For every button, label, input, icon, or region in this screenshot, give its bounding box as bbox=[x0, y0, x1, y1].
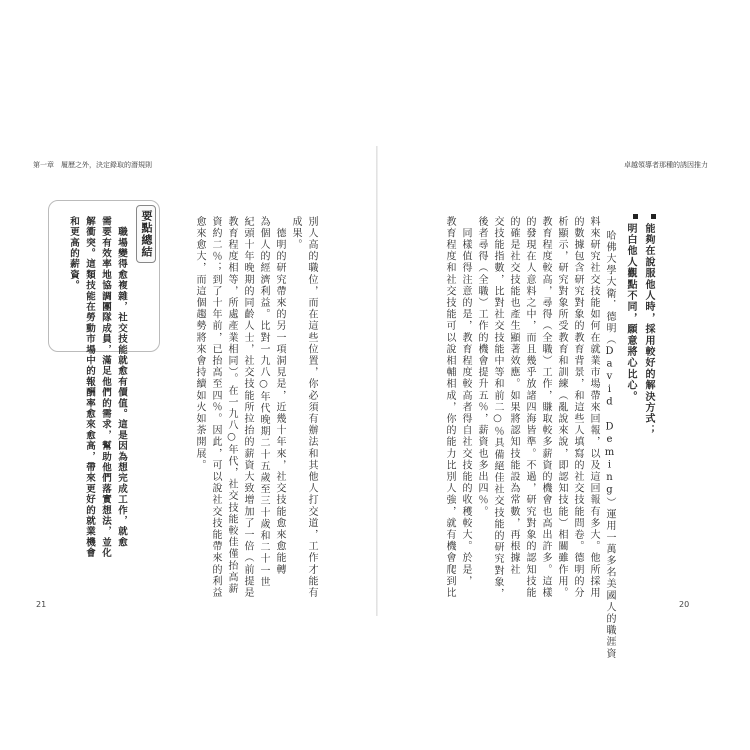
left-body-line: 別人高的職位，而在這些位置，你必須有辦法和其他人打交道，工作才能有 bbox=[306, 216, 317, 599]
left-body-line: 資約二％；到了十年前，已抬高至四％。因此，可以說社交技能帶來的利益 bbox=[210, 216, 221, 599]
right-body-line: 教育程度較高，尋得（全職）工作，賺取較多薪資的機會也高出許多。這樣 bbox=[540, 216, 551, 599]
right-bullet-line: 明白他人觀點不同，願意將心比心。 bbox=[625, 223, 636, 403]
right-body-line: 交技能指數，比對社交技能中等和前二○％具備絕佳社交技能的研究對象， bbox=[492, 216, 503, 600]
right-body-line: 教育程度和社交技能可以說相輔相成，你的能力比別人強，就有機會爬到比 bbox=[444, 216, 455, 599]
summary-line: 和更高的薪資。 bbox=[68, 216, 79, 291]
left-body-line: 為個人的經濟利益。比對一九八○年代晚期二十五歲至三十歲和二十一世 bbox=[258, 216, 269, 589]
right-body-line: 同樣值得注意的是，教育程度較高者得自社交技能的收穫較大。於是， bbox=[460, 216, 471, 588]
bullet-icon bbox=[651, 214, 656, 219]
right-body-line: 哈佛大學大衛．德明（David Deming）運用一萬多名美國人的職涯資 bbox=[604, 230, 615, 660]
right-body-line: 的確是社交技能也產生顯著效應。如果將認知技能設為常數，再根據社 bbox=[508, 216, 519, 576]
right-body-line: 的數據包含研究對象的教育背景，和這些人填寫的社交技能問卷。德明的分 bbox=[572, 216, 583, 599]
summary-line: 需要有效率地協調團隊成員，滿足他們的需求，幫助他們落實想法，並化 bbox=[100, 216, 111, 559]
right-body-line: 後者尋得（全職）工作的機會提升五％，薪資也多出四％。 bbox=[476, 216, 487, 518]
right-bullet-line: 能夠在說服他人時，採用較好的解決方式； bbox=[643, 223, 654, 436]
left-body-line: 德明的研究帶來的另一項洞見是，近幾十年來，社交技能愈來愈能轉 bbox=[274, 216, 285, 576]
left-body-line: 紀頭十年晚期的同齡人士，社交技能所拉抬的薪資大致增加了一倍（前提是 bbox=[242, 216, 253, 599]
left-running-header: 第一章 履歷之外，決定錄取的潛規則 bbox=[33, 161, 152, 169]
left-body-line: 成果。 bbox=[290, 216, 301, 251]
bullet-icon bbox=[633, 214, 638, 219]
left-page-number: 21 bbox=[36, 600, 47, 609]
right-running-header: 卓越領導者那種的誘因推力 bbox=[624, 161, 708, 169]
summary-tab-label: 要點總結 bbox=[136, 205, 156, 263]
right-body-line: 料來研究社交技能如何在就業市場帶來回報，以及這回報有多大。他所採用 bbox=[588, 216, 599, 599]
left-body-line: 教育程度相等，所處產業相同）。在一九八○年代，社交技能較佳僅抬高薪 bbox=[226, 216, 237, 595]
right-page-number: 20 bbox=[679, 600, 690, 609]
right-body-line: 析顯示，研究對象所受教育和訓練（亂說來說，即認知技能）相關雖作用。 bbox=[556, 216, 567, 599]
left-body-line: 愈來愈大，而這個趨勢將來會持續如火如荼開展。 bbox=[194, 216, 205, 472]
summary-line: 職場變得愈複雜，社交技能就愈有價值。這是因為想完成工作，就愈 bbox=[116, 216, 127, 548]
right-body-line: 的發現在人意料之中，而且幾乎放諸四海皆準。不過，研究對象的認知技能 bbox=[524, 216, 535, 599]
summary-line: 解衝突。這類技能在勞動市場中的報酬率愈來愈高，帶來更好的就業機會 bbox=[84, 216, 95, 559]
book-gutter bbox=[376, 146, 378, 616]
